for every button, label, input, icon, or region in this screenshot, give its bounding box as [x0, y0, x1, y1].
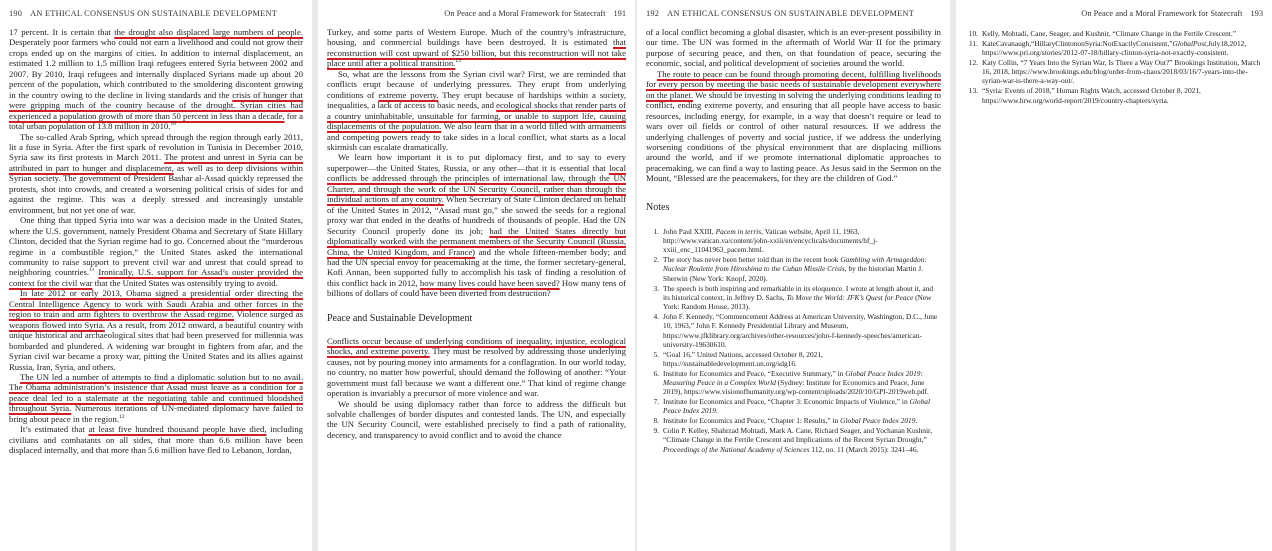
note-number: 8. — [653, 416, 659, 426]
paragraph — [9, 27, 303, 132]
page-body — [965, 29, 1263, 105]
text-run: John Paul XXIII, — [663, 226, 716, 236]
italic-title: Global Peace Index 2019 — [840, 416, 916, 426]
paragraph — [646, 69, 941, 184]
page-192 — [637, 0, 950, 551]
note-number: 13. — [968, 86, 978, 96]
page-header — [318, 9, 635, 23]
running-head-title: AN ETHICAL CONSENSUS ON SUSTAINABLE DEVELOPMENT — [667, 9, 915, 18]
text-run: So, what are the lessons from the Syrian civil war? First, we are reminded that conflicts erupt because of underlying pressures. They erupt from underlying conditions of — [327, 68, 626, 100]
text-run: “Goal 16,” United Nations, accessed October 8, 2021, https://sustainabledevelopment.un.org/sdg16. — [663, 349, 823, 368]
footnote-ref: 11 — [89, 267, 95, 274]
text-run: Numerous iterations of UN-mediated diplomacy have failed to bring about peace in the region. — [9, 403, 303, 424]
text-run: Desperately poor farmers who could not earn a livelihood and could not grow their crops ended up on the margins of cities. In addition to internal displacement, an estimated 1.2 million to 1.5 million Iraqi refugees entered Syria between 2002 and 2007. By 2010, Iraqi refugees and internally displaced Syrians made up about 20 percent of the population, which contributed to the smoldering discontent growing in the country owing to the decline in living standards and the — [9, 37, 303, 100]
text-run: Institute for Economics and Peace, “Chapter 3: Economic Impacts of Violence,” in — [663, 397, 910, 407]
text-run: We should be using diplomacy rather than force to address the difficult but solvable challenges of border disputes and contested lands. The UN, and especially the UN Security Council, were established precisely to find a path of rationality, decency, and transparency to avoid conflict and to avoid the chance — [327, 398, 626, 440]
text-run: One thing that tipped Syria into war was a decision made in the United States, where the U.S. government, namely President Obama and Secretary of State Hillary Clinton, decided that the Syrian regime had to go. Concerned about the “murderous regime in a combustible region,” the United States asked the international community to raise support to prevent civil war and unrest that could spread to neighboring countries. — [9, 215, 303, 278]
underlined-passage: ecological shocks that render parts of a country uninhabitable, unsuitable for farming, or unable to support life, causing displacements of the population. — [327, 100, 626, 132]
underlined-passage: crisis of hunger that were gripping much of the country because of the drought. Syrian cities had experienced a population growth of more than 50 percent in less than a decade, — [9, 89, 303, 121]
notes-heading: Notes — [646, 201, 670, 213]
text-run: . — [715, 406, 718, 416]
text-run: Institute for Economics and Peace, “Executive Summary,” in — [663, 368, 846, 378]
paragraph — [9, 372, 303, 424]
note-item — [646, 350, 941, 369]
note-item — [646, 227, 941, 255]
notes-list — [646, 227, 941, 454]
note-item — [646, 255, 941, 283]
note-text — [982, 39, 1263, 58]
paragraphs — [646, 27, 941, 184]
paragraph — [646, 27, 941, 69]
note-number: 5. — [653, 349, 659, 359]
note-item — [646, 397, 941, 416]
paragraph — [327, 27, 626, 69]
note-item — [965, 39, 1263, 58]
text-run: We also learn that in a world filled with armaments and competing powers ready to take sides in a local conflict, what starts as a local skirmish can escalate dramatically. — [327, 121, 626, 152]
text-run: 112, no. 11 (March 2015): 3241–46. — [809, 444, 919, 454]
footnote-ref: 13 — [455, 58, 461, 65]
underlined-passage: that reconstruction will cost upward of $250 billion, but this reconstruction will not take place until after a political transition. — [327, 37, 626, 69]
paragraph — [327, 69, 626, 153]
paragraph — [327, 152, 626, 298]
paragraphs-after-heading — [327, 336, 626, 441]
underlined-passage: extreme poverty. — [378, 89, 439, 100]
italic-title: Proceedings of the National Academy of Sciences — [663, 444, 810, 454]
text-run: Institute for Economics and Peace, “Chapter 1: Results,” in — [663, 416, 841, 426]
text-run: Katy Collin, “7 Years Into the Syrian War, Is There a Way Out?” Brookings Institution, March 16, 2018, https://www.brookings.edu/blog/order-from-chaos/2018/03/16/7-years-into-the-syrian-war-is-there-a-way-out/. — [982, 57, 1261, 86]
paragraph — [9, 215, 303, 288]
running-head-title: On Peace and a Moral Framework for Statecraft — [444, 9, 606, 18]
paragraphs — [9, 27, 303, 456]
note-number: 7. — [653, 397, 659, 407]
underlined-passage: The route to peace can be found through promoting decent, fulfilling livelihoods for every person by meeting the basic needs of sustainable development everywhere on the planet. — [646, 68, 941, 100]
note-item — [965, 29, 1263, 38]
running-head-left — [9, 9, 277, 18]
section-heading: Peace and Sustainable Development — [327, 312, 473, 324]
text-run: Violence surged as — [233, 309, 303, 320]
note-text — [663, 227, 941, 255]
page-number: 190 — [9, 9, 23, 18]
running-head-title: On Peace and a Moral Framework for Statecraft — [1081, 9, 1243, 18]
italic-title: Global Peace Index 2019 — [663, 397, 931, 416]
note-text — [663, 426, 941, 454]
text-run: . — [915, 416, 918, 426]
text-run: and the whole fifteen-member body; and had the UN special envoy for peacemaking at the time, the former secretary-general, Kofi Annan, been supported fully to accomplish his task of finding a resolution of this conflict back in 2012, — [327, 246, 627, 288]
footnote-ref: 10 — [170, 121, 176, 128]
note-number: 11. — [969, 38, 978, 48]
text-run: They erupt because of hardships within a society, inequalities, a lack of access to basic needs, and — [327, 89, 627, 111]
italic-title: Global Peace Index 2019: Measuring Peace in a Complex World — [663, 368, 923, 388]
paragraph — [9, 288, 303, 372]
text-run: Turkey, and some parts of Western Europe. Much of the country’s infrastructure, housing, and commercial buildings have been destroyed. It is estimated — [327, 27, 626, 48]
note-number: 9. — [653, 426, 659, 436]
running-head-right — [1081, 9, 1263, 18]
paragraph — [9, 424, 303, 455]
text-run: as well as to deep divisions within Syrian society. The government of President Bashar al-Assad quickly repressed the protests, shot into crowds, and created a worsening political crisis of sides for and against the regime. This was a deeply stressed and increasingly unstable environment, but not yet one of war. — [9, 162, 303, 215]
text-run: They must be resolved by addressing those underlying causes, not by pouring money into armaments for a conflagration. In our world today, no country, no matter how powerful, should demand the following of another: “Your government must fall because we want a different one.” That kind of regime change operation is invariably a precursor of more violence and war. — [327, 346, 626, 399]
text-run: that the United States was ostensibly trying to avoid. — [92, 277, 278, 288]
page-header — [0, 9, 312, 23]
underlined-passage: had the United States directly but diplomatically worked with the permanent members of the Security Council (Russia, China, the United Kingdom, and France) — [327, 225, 626, 257]
text-run: , by the historian Martin J. Sherwin (New York: Knopf, 2020). — [663, 264, 923, 283]
text-run: KateCavanaugh,“HillaryClintononSyria:NotExactlyConsistent,” — [982, 38, 1173, 48]
underlined-passage: how many lives could have been saved? — [419, 277, 560, 288]
note-text — [663, 312, 941, 349]
paragraphs — [327, 27, 626, 299]
text-run: (New York: Random House, 2013). — [663, 292, 932, 312]
note-item — [646, 369, 941, 397]
page-header — [956, 9, 1272, 23]
note-text — [663, 416, 941, 425]
note-text — [663, 369, 941, 397]
text-run: Colin P. Kelley, Shahrzad Mohtadi, Mark A. Cane, Richard Seager, and Yochanan Kushnir, “Climate Change in the Fertile Crescent and Implications of the Recent Syrian Drought,” — [663, 426, 933, 445]
note-item — [646, 284, 941, 312]
note-number: 2. — [653, 255, 659, 265]
page-number: 192 — [646, 9, 660, 18]
text-run: The story has never been better told than in the recent book — [663, 255, 841, 265]
page-body — [646, 27, 941, 454]
note-text — [663, 284, 941, 312]
note-number: 10. — [968, 29, 978, 38]
note-number: 1. — [653, 226, 659, 236]
text-run: including civilians and combatants on all sides, that more than 6.6 million have been displaced internally, and that more than 5.6 million have fled to Lebanon, Jordan, — [9, 424, 304, 456]
running-head-title: AN ETHICAL CONSENSUS ON SUSTAINABLE DEVELOPMENT — [30, 9, 278, 18]
text-run: The so-called Arab Spring, which spread through the region through early 2011, lit a fuse in Syria. After the first spark of revolution in Tunisia in December 2010, Syria saw its first protests in March 2011. — [9, 131, 303, 163]
note-number: 12. — [968, 57, 978, 67]
text-run: for a total urban population of 13.8 million in 2010. — [9, 110, 303, 132]
note-text — [982, 29, 1263, 38]
italic-title: Pacem in terris — [715, 226, 762, 236]
text-run: It’s estimated that — [20, 424, 89, 435]
note-item — [965, 86, 1263, 105]
page-number: 193 — [1250, 9, 1263, 18]
note-text — [982, 58, 1263, 86]
note-text — [663, 350, 941, 369]
page-190 — [0, 0, 312, 551]
text-run: “Syria: Events of 2018,” Human Rights Watch, accessed October 8, 2021, https://www.hrw.org/world-report/2019/country-chapters/syria. — [982, 86, 1201, 105]
text-run: The speech is both inspiring and remarkable in its eloquence. I wrote at length about it, and its historical context, in Jeffrey D. Sachs, — [663, 283, 934, 302]
underlined-passage: The UN led a number of attempts to find a diplomatic solution but to no avail. The Obama administration’s insistence that Assad must leave as a condition for a peace deal led to a stalemate at the negotiating table and continued bloodshed throughout Syria. — [9, 371, 303, 414]
note-text — [663, 255, 941, 283]
text-run: , Vatican website, April 11, 1963, http://www.vatican.va/content/john-xxiii/en/encyclicals/documents/hf_j-xxiii_enc_11041963_pacem.html. — [663, 226, 878, 255]
italic-title: GlobalPost — [1172, 38, 1207, 48]
footnote-ref: 12 — [119, 413, 125, 420]
note-item — [646, 312, 941, 349]
page-header — [637, 9, 950, 23]
text-run: John F. Kennedy, “Commencement Address at American University, Washington, D.C., June 10, 1963,” John F. Kennedy Presidential Library and Museum, https://www.jfklibrary.org/archives/other-resources/john-f-kennedy-speeches/american-university-19630610. — [663, 311, 938, 349]
text-run: (Sydney: Institute for Economics and Peace, June 2019), https://www.visionofhumanity.org/wp-content/uploads/2020/10/GPI-2019web.pdf. — [663, 378, 929, 397]
text-run: We should be investing in solving the underlying conditions leading to conflict, ending extreme poverty, and ensuring that all people have access to basic resources, including energy, for example, in a way that doesn’t require or lead to wars over oil fields or control of other natural resources. If we address the underlying challenges of poverty and social justice, if we address the underlying worsening conditions of the physical environment that are displacing millions around the world, and if we promote international diplomatic approaches to peacemaking, we can find a way to lasting peace. As Jesus said in the Sermon on the Mount, “Blessed are the peacemakers, for they are the children of God.” — [646, 89, 941, 184]
notes-list — [965, 29, 1263, 105]
text-run: ,July18,2012, https://www.pri.org/stories/2012-07-18/hillary-clinton-syria-not-exactly-consistent. — [982, 38, 1247, 58]
note-number: 3. — [653, 283, 659, 293]
running-head-right — [444, 9, 626, 18]
paragraph — [327, 336, 626, 399]
text-run: 17 percent. It is certain that — [9, 27, 115, 37]
italic-title: Gambling with Armageddon: Nuclear Roulette from Hiroshima to the Cuban Missile Crisis — [663, 255, 927, 274]
note-item — [646, 426, 941, 454]
underlined-passage: weapons flowed into Syria. — [9, 319, 105, 330]
paragraph — [327, 399, 626, 441]
page-body — [327, 27, 626, 440]
note-item — [646, 416, 941, 425]
text-run: of a local conflict becoming a global disaster, which is an ever-present possibility in our time. The UN was formed in the aftermath of World War II for the primary purpose of securing peace, and then, on that foundation of peace, securing the economic, social, and political development of societies around the world. — [646, 27, 941, 69]
page-number: 191 — [613, 9, 626, 18]
running-head-left — [646, 9, 914, 18]
underlined-passage: In late 2012 or early 2013, Obama signed a presidential order directing the Central Intelligence Agency to work with Saudi Arabia and other forces in the region to train and arm fighters to overthrow the Assad regime. — [9, 288, 303, 320]
note-text — [982, 86, 1263, 105]
italic-title: To Move the World: JFK’s Quest for Peace — [786, 292, 914, 302]
underlined-passage: Conflicts occur because of underlying conditions of inequality, injustice, ecological shocks, and extreme poverty. — [327, 335, 626, 357]
note-item — [965, 58, 1263, 86]
text-run: As a result, from 2012 onward, a beautiful country with unique historical and archaeological sites that had been preserved for millennia was bombarded and plundered. A widening war brought in fighters from afar, and the Syrian civil war became a proxy war, pitting the United States and its allies against Russia, Iran, Syria, and others. — [9, 319, 303, 372]
underlined-passage: The protest and unrest in Syria can be attributed in part to hunger and displacement, — [9, 152, 303, 173]
underlined-passage: Ironically, U.S. support for Assad’s ouster provided the context for the civil war — [9, 267, 303, 288]
note-text — [663, 397, 941, 416]
page-193 — [956, 0, 1272, 551]
page-191 — [318, 0, 635, 551]
page-body — [9, 27, 303, 456]
text-run: How many tens of billions of dollars of could have been diverted from destruction? — [327, 277, 626, 299]
underlined-passage: local conflicts be addressed through the principles of international law, through the UN Charter, and through the work of the UN Security Council, rather than through the individual actions of any country. — [327, 162, 626, 205]
text-run: When Secretary of State Clinton declared on behalf of the United States in 2012, “Assad must go,” she sowed the seeds for a regional proxy war that ended in the deaths of hundreds of thousands of people. Had the UN Security Council properly done its job; — [327, 194, 627, 236]
text-run: Kelly, Mohtadi, Cane, Seager, and Kushnir, “Climate Change in the Fertile Crescent.” — [982, 29, 1237, 38]
paragraph — [9, 132, 303, 216]
note-number: 6. — [653, 368, 659, 378]
note-number: 4. — [653, 311, 659, 321]
underlined-passage: the drought also displaced large numbers of people. — [114, 27, 303, 37]
text-run: We learn how important it is to put diplomacy first, and to say to every superpower—the United States, Russia, or any other—that it is essential that — [327, 152, 626, 173]
underlined-passage: at least five hundred thousand people have died, — [88, 424, 267, 435]
